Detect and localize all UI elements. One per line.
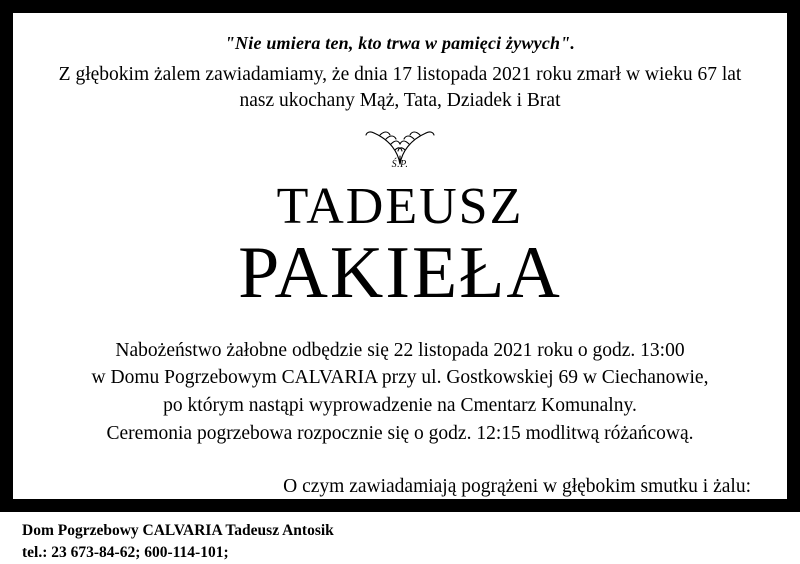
service-details <box>39 337 761 448</box>
announcement-line-2: nasz ukochany Mąż, Tata, Dziadek i Brat <box>239 89 561 111</box>
deceased-last-name: PAKIEŁA <box>238 231 562 314</box>
emblem-container <box>39 126 761 170</box>
service-line-4: Ceremonia pogrzebowa rozpocznie się o godz. 12:15 modlitwą różańcową. <box>106 422 694 444</box>
sp-label: Ś.P. <box>391 158 409 170</box>
service-line-1: Nabożeństwo żałobne odbędzie się 22 listopada 2021 roku o godz. 13:00 <box>115 339 685 361</box>
memorial-quote: "Nie umiera ten, kto trwa w pamięci żywych". <box>224 33 576 53</box>
deceased-first-name: TADEUSZ <box>276 177 524 235</box>
service-line-2: w Domu Pogrzebowym CALVARIA przy ul. Gostkowskiej 69 w Ciechanowie, <box>91 367 709 389</box>
announcement-text <box>39 62 761 114</box>
funeral-home-phone: tel.: 23 673-84-62; 600-114-101; <box>22 544 229 561</box>
service-line-3: po którym nastąpi wyprowadzenie na Cmentarz Komunalny. <box>163 394 637 416</box>
funeral-home-footer <box>0 512 800 560</box>
palm-branch-icon <box>340 126 460 168</box>
closing-line-1: O czym zawiadamiają pogrążeni w głębokim smutku i żalu: <box>283 476 751 498</box>
obituary-inner-frame <box>9 9 791 503</box>
announcement-line-1: Z głębokim żalem zawiadamiamy, że dnia 17 listopada 2021 roku zmarł w wieku 67 lat <box>58 64 742 85</box>
funeral-home-name: Dom Pogrzebowy CALVARIA Tadeusz Antosik <box>22 522 334 539</box>
